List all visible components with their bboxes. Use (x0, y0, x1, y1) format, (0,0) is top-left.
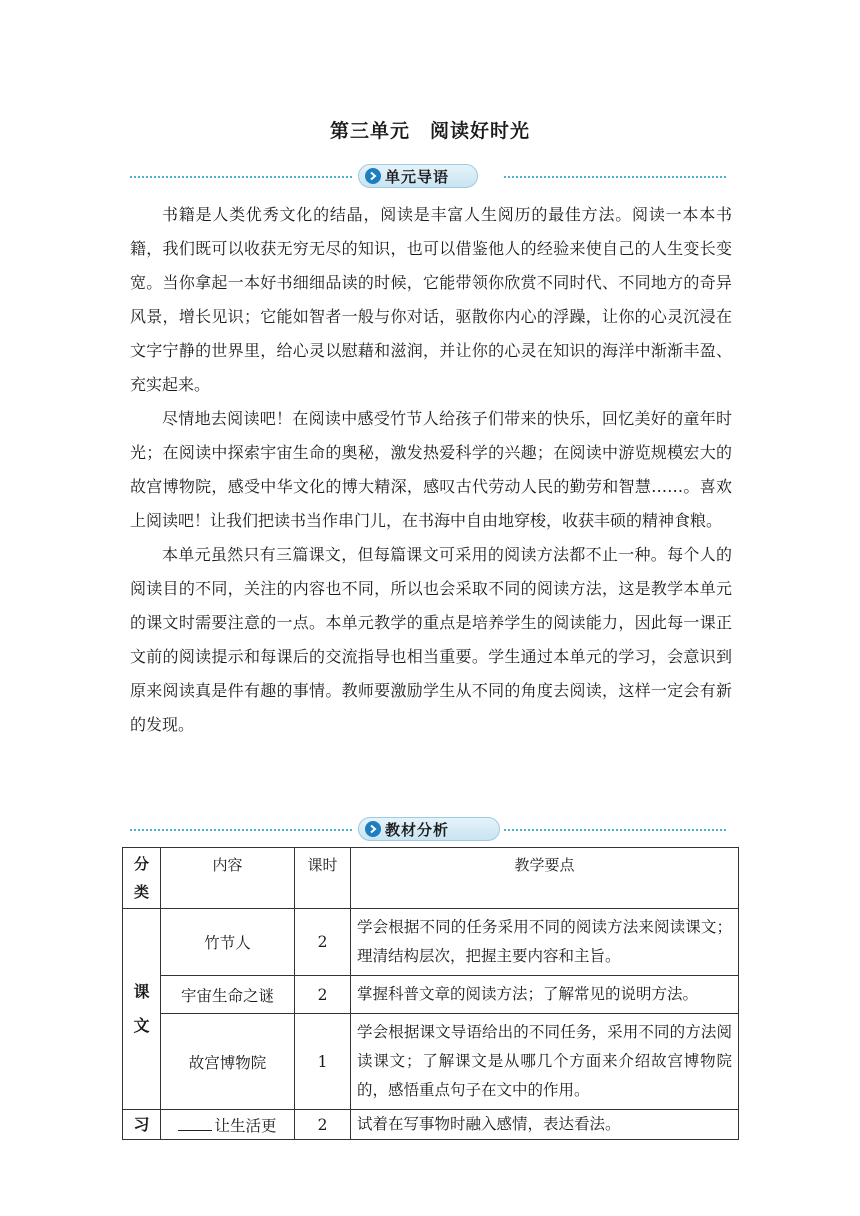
periods-cell: 2 (295, 976, 351, 1014)
content-cell: 宇宙生命之谜 (161, 976, 295, 1014)
section-tag (358, 817, 500, 841)
analysis-table (122, 847, 739, 1140)
intro-paragraph: 书籍是人类优秀文化的结晶，阅读是丰富人生阅历的最佳方法。阅读一本本书籍，我们既可以收获无穷无尽的知识，也可以借鉴他人的经验来使自己的人生变长变宽。当你拿起一本好书细细品读的时候，它能带领你欣赏不同时代、不同地方的奇异风景，增长见识；它能如智者一般与你对话，驱散你内心的浮躁，让你的心灵沉浸在文字宁静的世界里，给心灵以慰藉和滋润，并让你的心灵在知识的海洋中渐渐丰盈、充实起来。 (130, 205, 732, 394)
header-content: 内容 (161, 848, 295, 909)
content-cell (161, 1110, 295, 1140)
category-cell: 习 (123, 1110, 161, 1140)
section-header-intro (130, 164, 726, 190)
table-row (123, 1014, 739, 1110)
table-header-row (123, 848, 739, 909)
dotted-divider (130, 176, 352, 178)
header-points: 教学要点 (351, 848, 739, 909)
fill-blank (178, 1116, 212, 1131)
intro-text (130, 198, 732, 742)
section-tag (358, 164, 478, 188)
section-header-analysis (130, 817, 726, 843)
points-cell: 试着在写事物时融入感情，表达看法。 (351, 1110, 739, 1140)
dotted-divider (130, 829, 352, 831)
header-category: 分类 (123, 848, 161, 909)
periods-cell: 2 (295, 1110, 351, 1140)
content-cell: 故宫博物院 (161, 1014, 295, 1110)
points-cell: 学会根据课文导语给出的不同任务，采用不同的方法阅读课文；了解课文是从哪几个方面来介绍故宫博物院的，感悟重点句子在文中的作用。 (351, 1014, 739, 1110)
content-text: 让生活更 (214, 1116, 277, 1135)
table-row (123, 909, 739, 976)
dotted-divider (504, 829, 726, 831)
dotted-divider (504, 176, 726, 178)
periods-cell: 2 (295, 909, 351, 976)
chevron-right-icon (365, 821, 381, 837)
points-cell: 掌握科普文章的阅读方法；了解常见的说明方法。 (351, 976, 739, 1014)
intro-paragraph: 尽情地去阅读吧！在阅读中感受竹节人给孩子们带来的快乐，回忆美好的童年时光；在阅读中探索宇宙生命的奥秘，激发热爱科学的兴趣；在阅读中游览规模宏大的故宫博物院，感受中华文化的博大精深，感叹古代劳动人民的勤劳和智慧……。喜欢上阅读吧！让我们把读书当作串门儿，在书海中自由地穿梭，收获丰硕的精神食粮。 (130, 409, 732, 530)
page-title: 第三单元 阅读好时光 (329, 120, 530, 142)
category-cell: 课文 (123, 909, 161, 1110)
table-row (123, 1110, 739, 1140)
table-row (123, 976, 739, 1014)
periods-cell: 1 (295, 1014, 351, 1110)
chevron-right-icon (365, 168, 381, 184)
points-cell: 学会根据不同的任务采用不同的阅读方法来阅读课文；理清结构层次，把握主要内容和主旨。 (351, 909, 739, 976)
section-label: 教材分析 (385, 820, 450, 839)
header-periods: 课时 (295, 848, 351, 909)
content-cell: 竹节人 (161, 909, 295, 976)
section-label: 单元导语 (385, 167, 450, 186)
intro-paragraph: 本单元虽然只有三篇课文，但每篇课文可采用的阅读方法都不止一种。每个人的阅读目的不同，关注的内容也不同，所以也会采取不同的阅读方法，这是教学本单元的课文时需要注意的一点。本单元教学的重点是培养学生的阅读能力，因此每一课正文前的阅读提示和每课后的交流指导也相当重要。学生通过本单元的学习，会意识到原来阅读真是件有趣的事情。教师要激励学生从不同的角度去阅读，这样一定会有新的发现。 (130, 545, 732, 734)
